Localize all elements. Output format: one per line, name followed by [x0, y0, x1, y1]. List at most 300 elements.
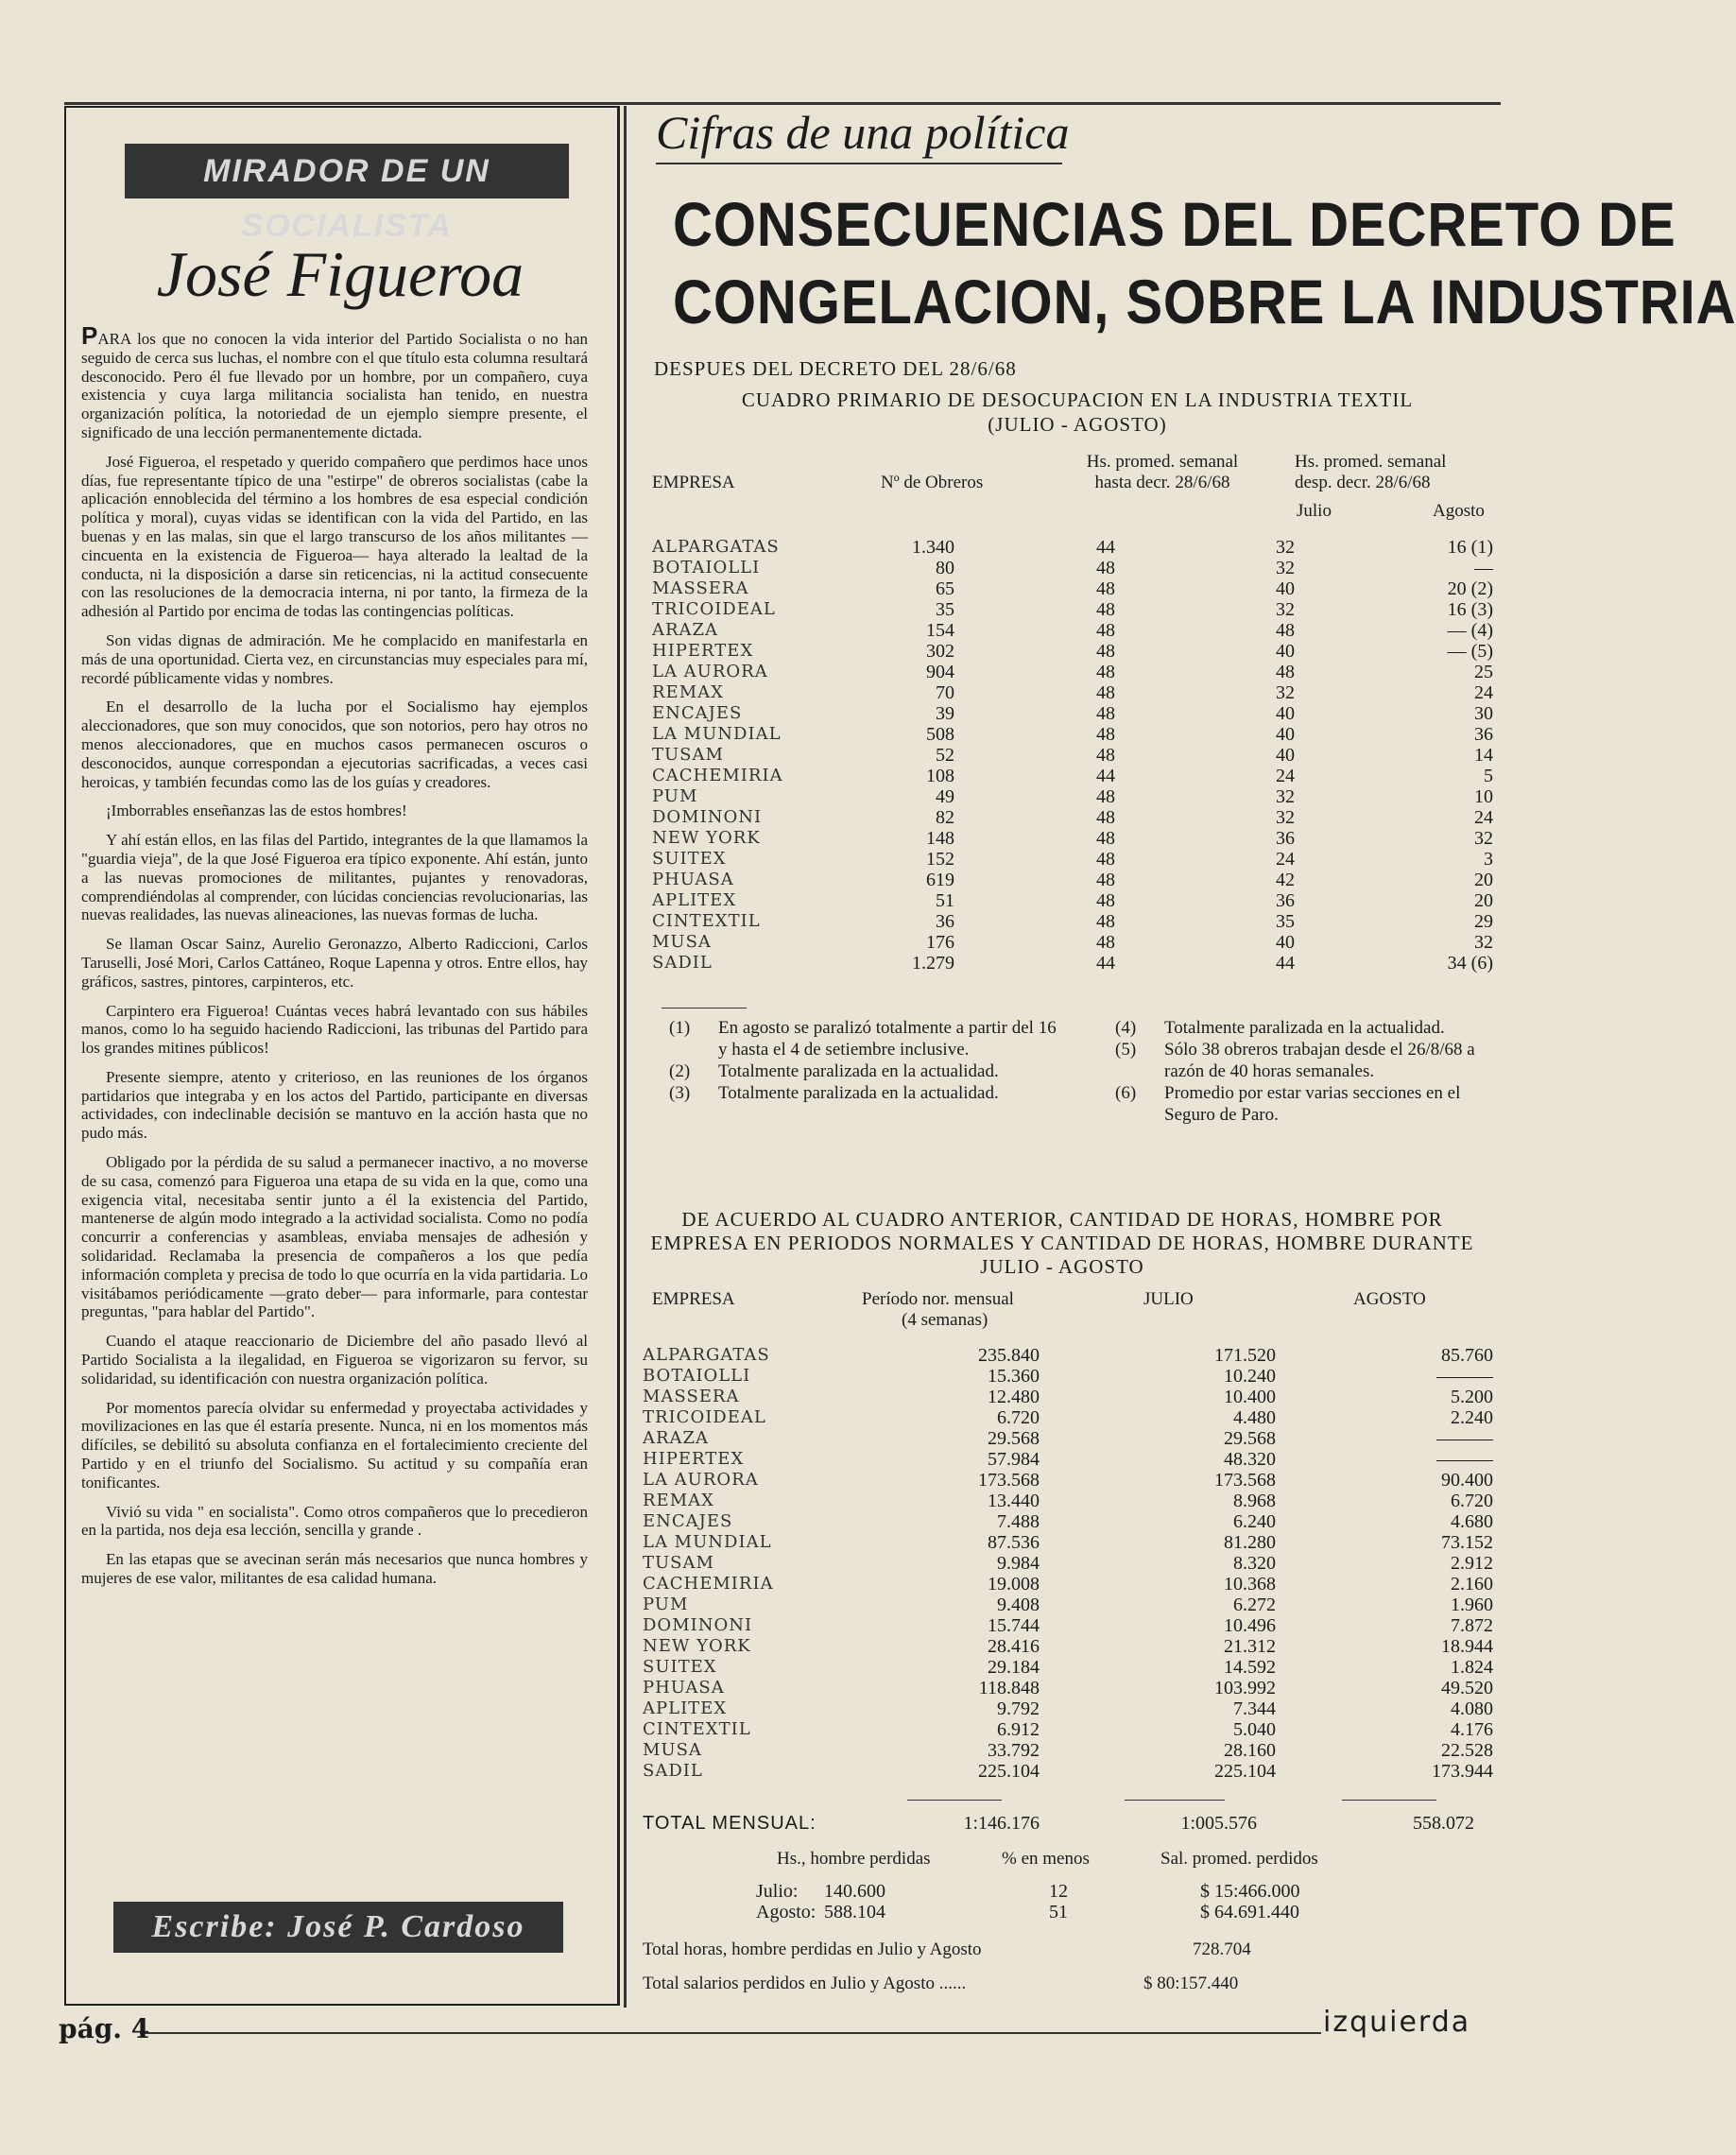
paragraph: PARA los que no conocen la vida interior del Partido Socialista o no han seguido de cerca sus luchas, el nombre con el que título esta columna resultará desconocido. Pero él fue llevado por un hombre, por un compañero, cuya existencia y cuya larga militancia socialista han tenido, en nuestra organización política, la notoriedad de un ejemplo siempre presente, el significado de una lección permanentemente dictada.: [81, 321, 588, 441]
table-cell: 1.340: [912, 537, 954, 558]
company-name: LA AURORA: [643, 1470, 759, 1490]
table-cell: 85.760: [1441, 1345, 1493, 1366]
total-row: [643, 1813, 1493, 1836]
total-periodo: 1:146.176: [963, 1813, 1040, 1834]
table-cell: 52: [936, 745, 954, 766]
table-cell: 148: [926, 828, 954, 849]
table-cell: 32: [1276, 807, 1295, 828]
table-cell: 8.968: [1233, 1491, 1276, 1511]
table-cell: 40: [1276, 745, 1295, 766]
company-name: REMAX: [652, 682, 724, 702]
table-cell: 40: [1276, 703, 1295, 724]
table-row: [652, 599, 1493, 620]
table-row: [652, 932, 1493, 953]
paragraph: Cuando el ataque reaccionario de Diciembre del año pasado llevó al Partido Socialista a la ilegalidad, en Figueroa se vigorizaron su fervor, su solidaridad, su identificación con nuestra organización política.: [81, 1332, 588, 1388]
table-cell: 6.912: [997, 1719, 1040, 1740]
table-cell: 152: [926, 849, 954, 870]
table-cell: 44: [1276, 953, 1295, 974]
table-cell: 40: [1276, 578, 1295, 599]
column-banner: MIRADOR DE UN SOCIALISTA: [125, 144, 569, 198]
company-name: PUM: [643, 1595, 689, 1614]
company-name: LA MUNDIAL: [652, 724, 782, 744]
table-cell: 48: [1096, 932, 1115, 953]
table-cell: 7.488: [997, 1511, 1040, 1532]
total-agosto: 558.072: [1413, 1813, 1474, 1834]
table-cell: 29.568: [988, 1428, 1040, 1449]
company-name: PHUASA: [652, 870, 734, 889]
t1-header-empresa: EMPRESA: [652, 473, 735, 492]
total-horas-value: 728.704: [1193, 1940, 1251, 1959]
summary-header-horas: Hs., hombre perdidas: [777, 1849, 931, 1869]
table-cell: 14.592: [1224, 1657, 1276, 1678]
table-cell: ———: [1436, 1428, 1493, 1449]
hours-table: [643, 1345, 1493, 1782]
sum-rule: [1125, 1800, 1225, 1801]
table-row: [652, 703, 1493, 724]
sum-rule: [1342, 1800, 1436, 1801]
table-row: [643, 1407, 1493, 1428]
table-cell: 70: [936, 682, 954, 703]
company-name: TUSAM: [652, 745, 724, 765]
footnote-text: Totalmente paralizada en la actualidad.: [718, 1061, 999, 1081]
table-cell: 19.008: [988, 1574, 1040, 1595]
table-cell: 10.400: [1224, 1387, 1276, 1407]
footnote: [1115, 1039, 1493, 1082]
table-cell: 36: [936, 911, 954, 932]
company-name: SADIL: [643, 1761, 703, 1781]
t1-header-julio: Julio: [1297, 501, 1332, 521]
article-title: José Figueroa: [156, 238, 524, 310]
t2-header-periodo: Período nor. mensual (4 semanas): [862, 1289, 1014, 1330]
paragraph: Obligado por la pérdida de su salud a permanecer inactivo, a no moverse de su casa, comenzó para Figueroa una etapa de su vida en la que, como una exigencia vital, necesitaba sentir junto a él la existencia del Partido, mantenerse de algún modo integrado a la actividad socialista. Como no podía concurrir a conferencias y asambleas, enviaba mensajes de adhesión y solidaridad. Reclamaba la presencia de compañeros a los que pedía información completa y precisa de todo lo que ocurría en la vida partidaria. Lo visitábamos periódicamente —grato deber— para informarle, para contestar preguntas, "para hablar del Partido".: [81, 1153, 588, 1321]
summary-header-pct: % en menos: [1002, 1849, 1090, 1869]
company-name: TUSAM: [643, 1553, 714, 1573]
paragraph: José Figueroa, el respetado y querido compañero que perdimos hace unos días, fue representante típico de una "estirpe" de obreros socialistas (cabe la aplicación ennoblecida del término a los hombres de esa especial condición política y moral), cuyas vidas se identifican con la vida del Partido, en las buenas y en las malas, sin que el largo transcurso de los años militantes —cincuenta en la existencia de Figueroa— haya alterado la lealtad de la conducta, ni la disposición a darse sin reticencias, ni la actitud consecuente con las resoluciones de la democracia interna, ni por tanto, la firmeza de la adhesión al Partido por encima de todas las contingencias políticas.: [81, 452, 588, 621]
company-name: MUSA: [652, 932, 712, 952]
company-name: LA AURORA: [652, 662, 768, 681]
table-row: [652, 662, 1493, 682]
table-cell: 32: [1276, 682, 1295, 703]
company-name: SUITEX: [643, 1657, 717, 1677]
table-cell: 9.792: [997, 1698, 1040, 1719]
table-cell: 48: [1096, 786, 1115, 807]
table-cell: 9.984: [997, 1553, 1040, 1574]
table-cell: 21.312: [1224, 1636, 1276, 1657]
table2-title: DE ACUERDO AL CUADRO ANTERIOR, CANTIDAD DE HORAS, HOMBRE POR EMPRESA EN PERIODOS NORMALES Y CANTIDAD DE HORAS, HOMBRE DURANTE JULIO - AGOSTO: [650, 1208, 1474, 1278]
table-cell: 33.792: [988, 1740, 1040, 1761]
footnote-number: (5): [1115, 1040, 1137, 1060]
table-cell: 4.176: [1451, 1719, 1493, 1740]
table-cell: 5: [1484, 766, 1493, 786]
table-cell: 6.720: [997, 1407, 1040, 1428]
table-row: [643, 1553, 1493, 1574]
total-salarios-label: Total salarios perdidos en Julio y Agosto ......: [643, 1974, 967, 1993]
table-cell: 24: [1276, 849, 1295, 870]
table-cell: 51: [936, 890, 954, 911]
notes-right: [1115, 1017, 1493, 1126]
table-cell: 118.848: [978, 1678, 1040, 1698]
table-cell: 49.520: [1441, 1678, 1493, 1698]
company-name: BOTAIOLLI: [652, 558, 761, 578]
table-row: [643, 1698, 1493, 1719]
table-cell: 1.824: [1451, 1657, 1493, 1678]
author-signature: Escribe: José P. Cardoso: [113, 1902, 563, 1953]
table-cell: 9.408: [997, 1595, 1040, 1615]
notes-left: [669, 1017, 1066, 1104]
table-cell: 48: [1096, 828, 1115, 849]
company-name: CACHEMIRIA: [643, 1574, 774, 1594]
table-cell: 48: [1096, 849, 1115, 870]
company-name: HIPERTEX: [652, 641, 754, 661]
t1-body: [652, 537, 1493, 974]
total-label: TOTAL MENSUAL:: [643, 1813, 816, 1834]
table-cell: 80: [936, 558, 954, 578]
table-row: [643, 1470, 1493, 1491]
table-row: [643, 1636, 1493, 1657]
table-row: [643, 1532, 1493, 1553]
table-row: [652, 890, 1493, 911]
table-cell: 48: [1096, 911, 1115, 932]
paragraph: Presente siempre, atento y criterioso, en las reuniones de los órganos partidarios que integraba y en los actos del Partido, participante en diversas actividades, con indeclinable decisión se mantuvo en la acción hasta que no pudo más.: [81, 1067, 588, 1143]
company-name: APLITEX: [643, 1698, 728, 1718]
table-cell: 20: [1474, 870, 1493, 890]
footnote-text: Totalmente paralizada en la actualidad.: [1164, 1018, 1445, 1038]
table-cell: 5.040: [1233, 1719, 1276, 1740]
table-cell: 2.912: [1451, 1553, 1493, 1574]
table-cell: 25: [1474, 662, 1493, 682]
company-name: NEW YORK: [643, 1636, 751, 1656]
table-cell: 48: [1096, 682, 1115, 703]
t2-body: [643, 1345, 1493, 1782]
table-row: [652, 682, 1493, 703]
table-cell: 173.944: [1432, 1761, 1493, 1782]
table-cell: 48: [1096, 578, 1115, 599]
subheading: DESPUES DEL DECRETO DEL 28/6/68: [654, 357, 1017, 380]
paragraph: Vivió su vida " en socialista". Como otros compañeros que lo precedieron en la partida, nos deja esa lección, sencilla y grande .: [81, 1502, 588, 1540]
table-cell: 29.184: [988, 1657, 1040, 1678]
total-salarios-value: $ 80:157.440: [1143, 1974, 1239, 1993]
table-row: [652, 911, 1493, 932]
paragraph: Por momentos parecía olvidar su enfermedad y proyectaba actividades y movilizaciones en las que él estaría presente. Nunca, ni en los momentos más difíciles, se debilitó su absoluta confianza en el fortalecimiento creciente del Partido y en el triunfo del Socialismo. Su actitud y su compañía eran tonificantes.: [81, 1398, 588, 1491]
table-cell: 48: [1096, 807, 1115, 828]
headline: CONSECUENCIAS DEL DECRETO DE CONGELACION, SOBRE LA INDUSTRIA: [673, 189, 1736, 336]
paragraph: Se llaman Oscar Sainz, Aurelio Geronazzo, Alberto Radiccioni, Carlos Taruselli, José Mori, Carlos Cattáneo, Roque Lapenna y otros. Entre ellos, hay gráficos, sastres, pintores, carpinteros, etc.: [81, 935, 588, 991]
footnote-number: (2): [669, 1061, 691, 1081]
table-cell: — (5): [1447, 641, 1493, 662]
table-cell: 15.744: [988, 1615, 1040, 1636]
table-row: [652, 766, 1493, 786]
table-cell: 29.568: [1224, 1428, 1276, 1449]
table-row: [643, 1491, 1493, 1511]
table-row: [652, 870, 1493, 890]
table-cell: 619: [926, 870, 954, 890]
table-cell: 32: [1276, 537, 1295, 558]
table-cell: 3: [1484, 849, 1493, 870]
drop-cap: P: [81, 321, 98, 350]
section-kicker: Cifras de una política: [656, 106, 1070, 159]
table-cell: —: [1474, 558, 1493, 578]
table-cell: 40: [1276, 641, 1295, 662]
table-cell: 40: [1276, 932, 1295, 953]
table-cell: 48: [1096, 724, 1115, 745]
table-cell: 6.720: [1451, 1491, 1493, 1511]
table-cell: 7.872: [1451, 1615, 1493, 1636]
table-row: [652, 828, 1493, 849]
table-row: [643, 1678, 1493, 1698]
table-row: [652, 745, 1493, 766]
table-cell: 81.280: [1224, 1532, 1276, 1553]
table-cell: 48.320: [1224, 1449, 1276, 1470]
sum-rule: [907, 1800, 1002, 1801]
company-name: TRICOIDEAL: [652, 599, 776, 619]
table-cell: ———: [1436, 1449, 1493, 1470]
table-cell: 16 (3): [1447, 599, 1493, 620]
table-cell: 154: [926, 620, 954, 641]
footnote-text: Totalmente paralizada en la actualidad.: [718, 1083, 999, 1103]
footnote-number: (1): [669, 1018, 691, 1038]
table-cell: 1.960: [1451, 1595, 1493, 1615]
footnote-text: En agosto se paralizó totalmente a partir del 16 y hasta el 4 de setiembre inclusive.: [718, 1018, 1057, 1060]
footnote: [669, 1060, 1066, 1082]
t1-header-obreros: Nº de Obreros: [881, 473, 984, 492]
table-cell: 108: [926, 766, 954, 786]
company-name: DOMINONI: [652, 807, 763, 827]
table-cell: 508: [926, 724, 954, 745]
footnote: [669, 1082, 1066, 1104]
table-cell: 48: [1096, 662, 1115, 682]
company-name: PUM: [652, 786, 698, 806]
table-cell: 48: [1276, 662, 1295, 682]
paragraph: Y ahí están ellos, en las filas del Partido, integrantes de la que llamamos la "guardia vieja", de la que José Figueroa era típico exponente. Ahí están, junto a las nuevas promociones de militantes, pujantes y renovadoras, comprendiéndolas al comprender, con lúcidas conciencias revolucionarias, las nuevas realidades, las nuevas alineaciones, las nuevas formas de lucha.: [81, 831, 588, 924]
table-cell: 36: [1276, 890, 1295, 911]
table-row: [652, 849, 1493, 870]
company-name: ARAZA: [652, 620, 719, 640]
table-cell: 48: [1096, 703, 1115, 724]
table-cell: 173.568: [978, 1470, 1040, 1491]
kicker-rule: [656, 163, 1062, 164]
paragraph: Carpintero era Figueroa! Cuántas veces habrá levantado con sus hábiles manos, como lo ha seguido haciendo Radiccioni, las tribunas del Partido para los grandes mitines públicos!: [81, 1001, 588, 1058]
table1-title: CUADRO PRIMARIO DE DESOCUPACION EN LA INDUSTRIA TEXTIL (JULIO - AGOSTO): [741, 388, 1414, 436]
table-cell: 5.200: [1451, 1387, 1493, 1407]
article-body: [81, 321, 588, 1598]
company-name: ENCAJES: [643, 1511, 733, 1531]
table-cell: 48: [1096, 641, 1115, 662]
table-cell: 15.360: [988, 1366, 1040, 1387]
table-row: [652, 807, 1493, 828]
table-cell: 42: [1276, 870, 1295, 890]
table-cell: 44: [1096, 766, 1115, 786]
table-cell: 35: [936, 599, 954, 620]
table-cell: 10.240: [1224, 1366, 1276, 1387]
company-name: ALPARGATAS: [643, 1345, 770, 1365]
table-cell: 904: [926, 662, 954, 682]
table-cell: 35: [1276, 911, 1295, 932]
company-name: CINTEXTIL: [652, 911, 761, 931]
company-name: PHUASA: [643, 1678, 725, 1698]
table-row: [643, 1366, 1493, 1387]
company-name: HIPERTEX: [643, 1449, 745, 1469]
table-cell: 29: [1474, 911, 1493, 932]
table-row: [643, 1719, 1493, 1740]
company-name: MUSA: [643, 1740, 702, 1760]
company-name: CINTEXTIL: [643, 1719, 751, 1739]
table-cell: 4.480: [1233, 1407, 1276, 1428]
table-cell: 225.104: [1214, 1761, 1276, 1782]
table-row: [643, 1657, 1493, 1678]
footer-rule: [140, 2032, 1321, 2034]
company-name: BOTAIOLLI: [643, 1366, 751, 1386]
table-cell: 44: [1096, 537, 1115, 558]
table-cell: 40: [1276, 724, 1295, 745]
table-cell: 6.240: [1233, 1511, 1276, 1532]
t1-header-agosto: Agosto: [1433, 501, 1485, 521]
table-cell: 49: [936, 786, 954, 807]
company-name: SADIL: [652, 953, 713, 973]
table-cell: 87.536: [988, 1532, 1040, 1553]
table-cell: 103.992: [1214, 1678, 1276, 1698]
company-name: MASSERA: [643, 1387, 740, 1406]
table-cell: 4.080: [1451, 1698, 1493, 1719]
table-row: [643, 1740, 1493, 1761]
notes-rule: [662, 1008, 747, 1009]
table-cell: 36: [1474, 724, 1493, 745]
company-name: ENCAJES: [652, 703, 743, 723]
table-cell: 48: [1096, 890, 1115, 911]
column-divider: [624, 106, 627, 2008]
table-cell: 32: [1276, 558, 1295, 578]
table-row: [643, 1615, 1493, 1636]
paragraph: ¡Imborrables enseñanzas las de estos hombres!: [106, 802, 407, 820]
total-julio: 1:005.576: [1180, 1813, 1257, 1834]
table-row: [643, 1449, 1493, 1470]
company-name: LA MUNDIAL: [643, 1532, 772, 1552]
table-cell: 44: [1096, 953, 1115, 974]
table-row: [643, 1345, 1493, 1366]
footnote-number: (3): [669, 1083, 691, 1103]
table-cell: 16 (1): [1447, 537, 1493, 558]
table-cell: 48: [1096, 620, 1115, 641]
footnote-text: Promedio por estar varias secciones en el Seguro de Paro.: [1164, 1083, 1461, 1125]
table-cell: 10.368: [1224, 1574, 1276, 1595]
t1-header-antes: Hs. promed. semanal hasta decr. 28/6/68: [1086, 452, 1239, 492]
footnote: [1115, 1017, 1493, 1039]
table-row: [652, 953, 1493, 974]
table-row: [652, 620, 1493, 641]
company-name: DOMINONI: [643, 1615, 753, 1635]
table-row: [643, 1511, 1493, 1532]
table-cell: 24: [1474, 682, 1493, 703]
table-cell: 82: [936, 807, 954, 828]
paragraph: En el desarrollo de la lucha por el Socialismo hay ejemplos aleccionadores, que son muy conocidos, que son notorios, pero hay otros no menos aleccionadores, que en muchos casos permanecen oscuros o desconocidos, aunque correspondan a ejecutorias sacrificadas, a veces casi heroicas, y también fecundas como las de los guías y creadores.: [81, 698, 588, 791]
table-cell: 235.840: [978, 1345, 1040, 1366]
table-cell: 14: [1474, 745, 1493, 766]
table-row: [643, 1387, 1493, 1407]
table-cell: 57.984: [988, 1449, 1040, 1470]
table-cell: 22.528: [1441, 1740, 1493, 1761]
paragraph: Son vidas dignas de admiración. Me he complacido en manifestarla en más de una oportunidad. Cierta vez, en circunstancias muy especiales para mí, recordé públicamente vidas y nombres.: [81, 630, 588, 687]
summary-header-salario: Sal. promed. perdidos: [1160, 1849, 1318, 1869]
company-name: ARAZA: [643, 1428, 710, 1448]
table-cell: 28.416: [988, 1636, 1040, 1657]
table-cell: 32: [1276, 786, 1295, 807]
table-cell: 24: [1276, 766, 1295, 786]
table-row: [652, 724, 1493, 745]
table-cell: 28.160: [1224, 1740, 1276, 1761]
table-row: [643, 1428, 1493, 1449]
table-cell: 24: [1474, 807, 1493, 828]
t2-header-empresa: EMPRESA: [652, 1289, 735, 1309]
table-cell: 30: [1474, 703, 1493, 724]
table-cell: 48: [1096, 745, 1115, 766]
table-row: [652, 537, 1493, 558]
table-cell: 48: [1096, 599, 1115, 620]
paragraph: En las etapas que se avecinan serán más necesarios que nunca hombres y mujeres de ese valor, militantes de esa calidad humana.: [81, 1550, 588, 1588]
table-cell: 4.680: [1451, 1511, 1493, 1532]
table-cell: ———: [1436, 1366, 1493, 1387]
footnote: [669, 1017, 1066, 1060]
table-cell: 1.279: [912, 953, 954, 974]
publication-name: izquierda: [1323, 2006, 1471, 2039]
table-cell: 173.568: [1214, 1470, 1276, 1491]
t1-header-despues: Hs. promed. semanal desp. decr. 28/6/68: [1295, 452, 1447, 492]
t2-header-julio: JULIO: [1143, 1289, 1194, 1309]
total-horas-label: Total horas, hombre perdidas en Julio y Agosto: [643, 1940, 982, 1959]
table-cell: 7.344: [1233, 1698, 1276, 1719]
table-cell: 10.496: [1224, 1615, 1276, 1636]
company-name: APLITEX: [652, 890, 737, 910]
table-cell: 32: [1474, 828, 1493, 849]
table-cell: 32: [1276, 599, 1295, 620]
table-cell: 32: [1474, 932, 1493, 953]
company-name: SUITEX: [652, 849, 727, 869]
table-cell: 2.240: [1451, 1407, 1493, 1428]
table-cell: 225.104: [978, 1761, 1040, 1782]
company-name: MASSERA: [652, 578, 749, 598]
table-cell: 302: [926, 641, 954, 662]
footnote-number: (6): [1115, 1083, 1137, 1103]
table-cell: 90.400: [1441, 1470, 1493, 1491]
table-cell: 36: [1276, 828, 1295, 849]
table-row: [652, 641, 1493, 662]
company-name: REMAX: [643, 1491, 714, 1510]
table-cell: 39: [936, 703, 954, 724]
table-cell: 48: [1096, 558, 1115, 578]
table-cell: 48: [1096, 870, 1115, 890]
footnote: [1115, 1082, 1493, 1126]
table-cell: 10: [1474, 786, 1493, 807]
table-cell: 8.320: [1233, 1553, 1276, 1574]
table-cell: 48: [1276, 620, 1295, 641]
table-cell: 65: [936, 578, 954, 599]
table-cell: 18.944: [1441, 1636, 1493, 1657]
table-cell: 12.480: [988, 1387, 1040, 1407]
table-row: [652, 578, 1493, 599]
company-name: NEW YORK: [652, 828, 761, 848]
table-cell: 6.272: [1233, 1595, 1276, 1615]
table-cell: 176: [926, 932, 954, 953]
company-name: ALPARGATAS: [652, 537, 780, 557]
table-cell: 20: [1474, 890, 1493, 911]
table-row: [643, 1574, 1493, 1595]
t2-header-agosto: AGOSTO: [1353, 1289, 1426, 1309]
table-cell: — (4): [1447, 620, 1493, 641]
table-cell: 73.152: [1441, 1532, 1493, 1553]
table-row: [643, 1761, 1493, 1782]
table-cell: 34 (6): [1447, 953, 1493, 974]
footnote-text: Sólo 38 obreros trabajan desde el 26/8/68 a razón de 40 horas semanales.: [1164, 1040, 1475, 1081]
unemployment-table: [652, 537, 1493, 974]
table-cell: 2.160: [1451, 1574, 1493, 1595]
